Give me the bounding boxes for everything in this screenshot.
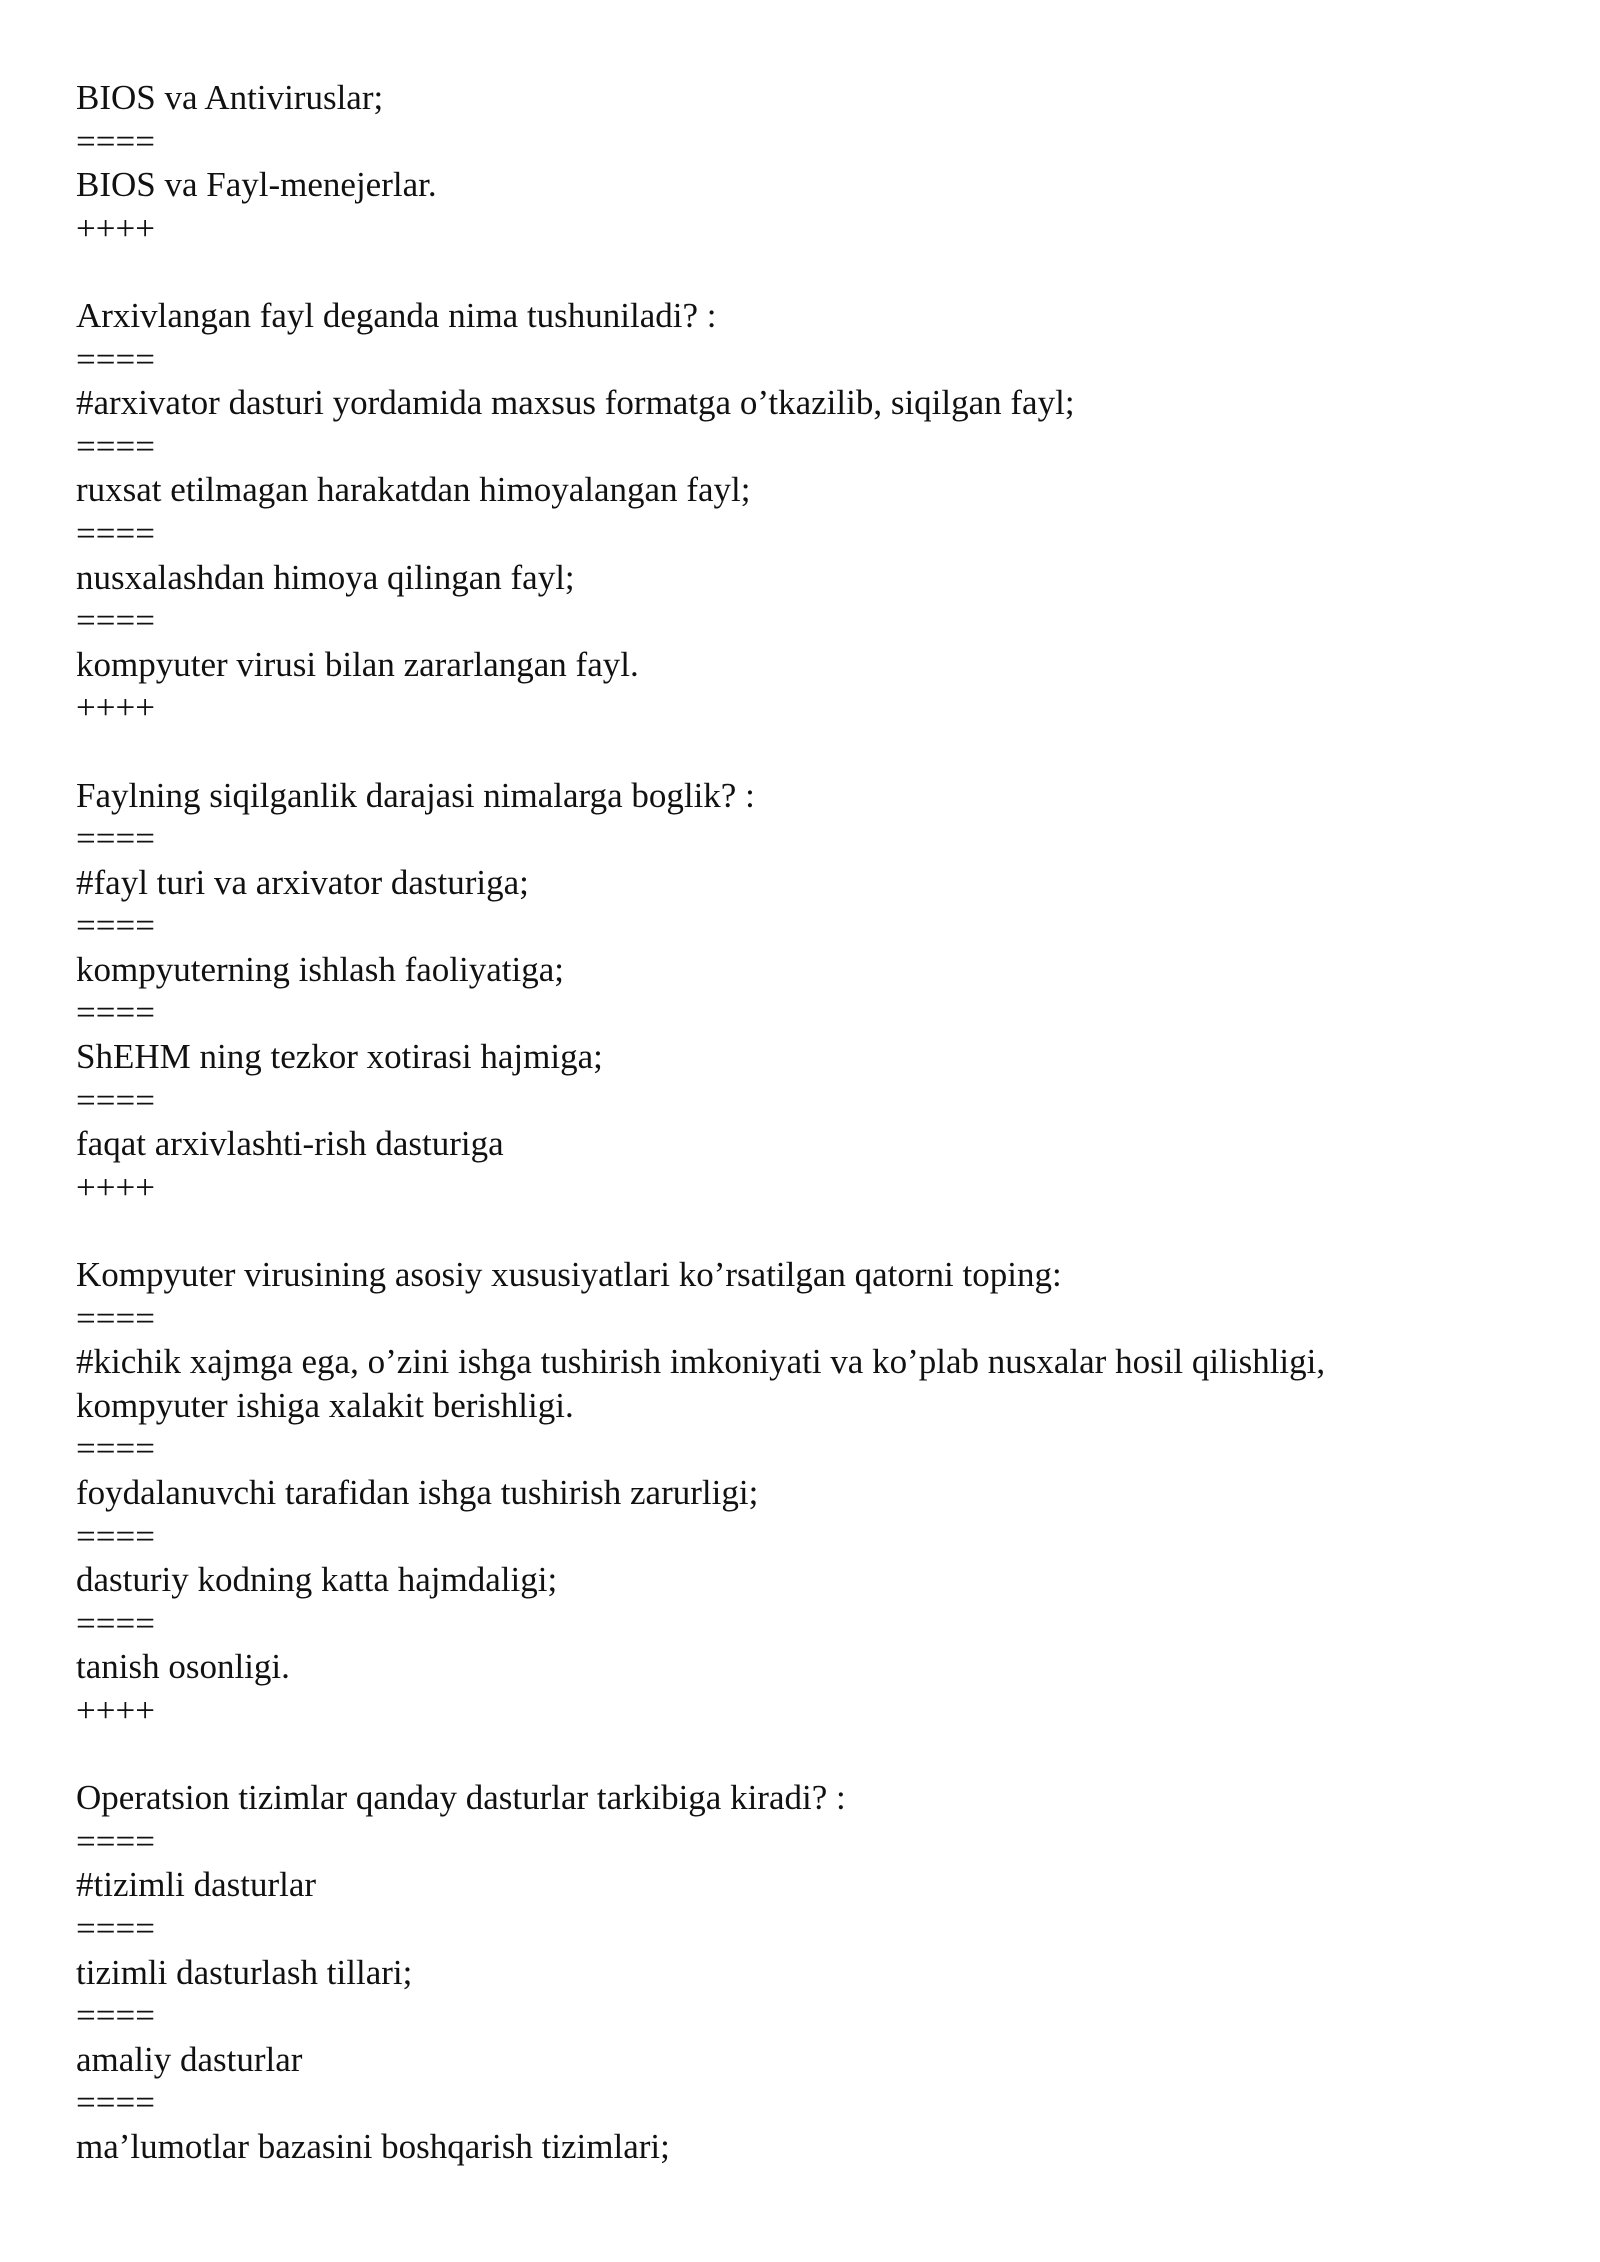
separator-line: ==== — [76, 339, 155, 379]
separator-line: ++++ — [76, 208, 155, 248]
blank-line — [76, 1733, 1600, 1777]
text-line: BIOS va Fayl-menejerlar. — [76, 165, 437, 205]
answer-line: kompyuterning ishlash faoliyatiga; — [76, 949, 564, 989]
answer-line: #tizimli dasturlar — [76, 1865, 317, 1905]
blank-line — [76, 730, 1600, 774]
separator-line: ==== — [76, 1821, 155, 1861]
separator-line: ==== — [76, 1908, 155, 1948]
separator-line: ==== — [76, 1603, 155, 1643]
answer-line: dasturiy kodning katta hajmdaligi; — [76, 1560, 558, 1600]
separator-line: ++++ — [76, 688, 155, 728]
answer-line: amaliy dasturlar — [76, 2039, 303, 2079]
answer-line: kompyuter virusi bilan zararlangan fayl. — [76, 644, 639, 684]
answer-line: ruxsat etilmagan harakatdan himoyalangan fayl; — [76, 470, 751, 510]
separator-line: ++++ — [76, 1690, 155, 1730]
separator-line: ==== — [76, 601, 155, 641]
question-line: Arxivlangan fayl deganda nima tushuniladi? : — [76, 295, 717, 335]
separator-line: ==== — [76, 1516, 155, 1556]
answer-line: foydalanuvchi tarafidan ishga tushirish zarurligi; — [76, 1473, 759, 1512]
question-line: Operatsion tizimlar qanday dasturlar tarkibiga kiradi? : — [76, 1778, 846, 1818]
separator-line: ==== — [76, 993, 155, 1033]
separator-line: ==== — [76, 906, 155, 946]
separator-line: ==== — [76, 1996, 155, 2036]
separator-line: ==== — [76, 1429, 155, 1469]
separator-line: ==== — [76, 819, 155, 859]
question-line: Faylning siqilganlik darajasi nimalarga boglik? : — [76, 775, 755, 815]
separator-line: ==== — [76, 1298, 155, 1338]
answer-line: #kichik xajmga ega, o’zini ishga tushirish imkoniyati va ko’plab nusxalar hosil qilishligi, kompyuter ishiga xalakit berishligi. — [76, 1342, 1334, 1425]
blank-line — [76, 1209, 1600, 1253]
answer-line: #arxivator dasturi yordamida maxsus formatga o’tkazilib, siqilgan fayl; — [76, 383, 1075, 423]
answer-line: ma’lumotlar bazasini boshqarish tizimlari; — [76, 2126, 670, 2166]
question-line: Kompyuter virusining asosiy xususiyatlari ko’rsatilgan qatorni toping: — [76, 1255, 1062, 1295]
answer-line: tanish osonligi. — [76, 1647, 290, 1687]
separator-line: ==== — [76, 121, 155, 161]
text-line: BIOS va Antiviruslar; — [76, 78, 384, 117]
answer-line: nusxalashdan himoya qilingan fayl; — [76, 557, 575, 597]
answer-line: tizimli dasturlash tillari; — [76, 1952, 413, 1992]
separator-line: ==== — [76, 426, 155, 466]
answer-line: #fayl turi va arxivator dasturiga; — [76, 862, 529, 902]
separator-line: ==== — [76, 1080, 155, 1120]
answer-line: ShEHM ning tezkor xotirasi hajmiga; — [76, 1037, 603, 1077]
separator-line: ==== — [76, 2083, 155, 2123]
answer-line: faqat arxivlashti-rish dasturiga — [76, 1124, 504, 1164]
blank-line — [76, 250, 1600, 294]
separator-line: ==== — [76, 513, 155, 553]
separator-line: ++++ — [76, 1167, 155, 1207]
